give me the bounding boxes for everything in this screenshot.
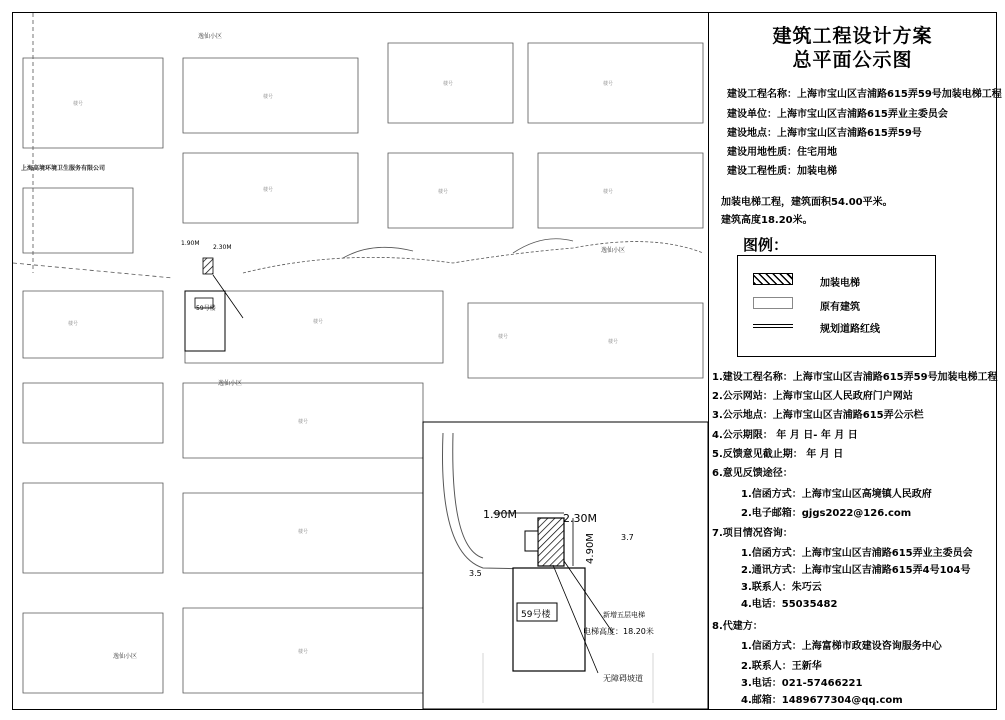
building-outline — [23, 613, 163, 693]
note-6: 6.意见反馈途径： — [712, 468, 793, 479]
building-outline — [538, 153, 703, 228]
building-outline — [23, 383, 163, 443]
community-label: 逸仙小区 — [601, 247, 626, 254]
svg-text:楼号: 楼号 — [298, 419, 309, 425]
note-7-3: 3.联系人：朱巧云 — [741, 582, 822, 593]
svg-text:楼号: 楼号 — [313, 319, 324, 325]
description-line2: 建筑高度18.20米。 — [721, 215, 813, 226]
building-outline — [528, 43, 703, 123]
dim-left: 1.90M — [483, 508, 517, 521]
note-7-1: 1.信函方式：上海市宝山区吉浦路615弄业主委员会 — [741, 548, 973, 559]
level-label: 3.7 — [621, 533, 634, 542]
legend-label: 加装电梯 — [820, 278, 860, 289]
note-7-4: 4.电话：55035482 — [741, 599, 838, 610]
svg-text:楼号: 楼号 — [73, 101, 84, 107]
note-6-1: 1.信函方式：上海市宝山区高境镇人民政府 — [741, 489, 932, 500]
legend-hatch-symbol — [753, 273, 793, 285]
legend-title: 图例： — [743, 236, 789, 254]
svg-text:楼号: 楼号 — [298, 529, 309, 535]
title-line2: 总平面公示图 — [792, 49, 913, 71]
building-outline — [185, 291, 443, 363]
note-4: 4.公示期限： 年 月 日- 年 月 日 — [712, 430, 858, 441]
legend-plain-symbol — [753, 297, 793, 309]
project-info-row: 建设工程名称：上海市宝山区吉浦路615弄59号加装电梯工程 — [727, 89, 1002, 100]
elevator-symbol-small — [203, 258, 213, 274]
building-outline — [23, 483, 163, 573]
dim-right-small: 2.30M — [213, 244, 232, 251]
note-6-2: 2.电子邮箱：gjgs2022@126.com — [741, 508, 912, 519]
note-7: 7.项目情况咨询： — [712, 528, 793, 539]
building-outline — [23, 291, 163, 358]
legend-label: 规划道路红线 — [820, 324, 880, 335]
dim-left-small: 1.90M — [181, 240, 200, 247]
building-outline — [388, 153, 513, 228]
legend-label: 原有建筑 — [820, 302, 860, 313]
note-8-3: 3.电话：021-57466221 — [741, 678, 863, 689]
note-5: 5.反馈意见截止期： 年 月 日 — [712, 449, 844, 460]
dim-vertical: 4.90M — [584, 533, 596, 564]
building-label: 59号楼 — [521, 610, 551, 620]
svg-text:楼号: 楼号 — [608, 339, 619, 345]
elevator-symbol-detail — [538, 518, 564, 566]
legend-road-symbol — [753, 324, 793, 328]
legend-box — [737, 255, 936, 357]
project-info-row: 建设用地性质：住宅用地 — [727, 147, 837, 158]
project-info-row: 建设单位：上海市宝山区吉浦路615弄业主委员会 — [727, 109, 948, 120]
company-label: 上海高境环境卫生服务有限公司 — [21, 165, 106, 172]
svg-text:楼号: 楼号 — [68, 321, 79, 327]
building-label-small: 59号楼 — [196, 305, 216, 312]
dim-right: 2.30M — [563, 512, 597, 525]
ramp-label: 无障碍坡道 — [603, 674, 643, 683]
svg-text:楼号: 楼号 — [298, 649, 309, 655]
note-1: 1.建设工程名称：上海市宝山区吉浦路615弄59号加装电梯工程 — [712, 372, 998, 383]
community-label: 逸仙小区 — [198, 33, 223, 40]
svg-text:楼号: 楼号 — [603, 81, 614, 87]
svg-text:楼号: 楼号 — [603, 189, 614, 195]
site-map — [13, 13, 708, 709]
level-label: 3.5 — [469, 569, 482, 578]
community-label: 逸仙小区 — [113, 653, 138, 660]
site-map-drawing — [13, 13, 708, 709]
note-7-2: 2.通讯方式：上海市宝山区吉浦路615弄4号104号 — [741, 565, 971, 576]
elevator-height-label: 电梯高度：18.20米 — [583, 627, 654, 636]
building-59-outline-small — [185, 291, 225, 351]
note-8-4: 4.邮箱：1489677304@qq.com — [741, 695, 903, 706]
note-2: 2.公示网站：上海市宝山区人民政府门户网站 — [712, 391, 913, 402]
building-outline — [23, 188, 133, 253]
description-line1: 加装电梯工程，建筑面积54.00平米。 — [721, 197, 893, 208]
note-3: 3.公示地点：上海市宝山区吉浦路615弄公示栏 — [712, 410, 924, 421]
note-8: 8.代建方： — [712, 621, 763, 632]
note-8-2: 2.联系人：王新华 — [741, 661, 822, 672]
new-elevator-label: 新增五层电梯 — [603, 611, 645, 619]
svg-text:楼号: 楼号 — [263, 187, 274, 193]
building-outline — [468, 303, 703, 378]
svg-text:楼号: 楼号 — [438, 189, 449, 195]
project-info-row: 建设地点：上海市宝山区吉浦路615弄59号 — [727, 128, 922, 139]
info-panel — [709, 13, 1002, 709]
project-info-row: 建设工程性质：加装电梯 — [727, 166, 837, 177]
title-line1: 建筑工程设计方案 — [772, 25, 933, 47]
community-label: 逸仙小区 — [218, 380, 243, 387]
svg-text:楼号: 楼号 — [263, 94, 274, 100]
svg-text:楼号: 楼号 — [443, 81, 454, 87]
svg-text:楼号: 楼号 — [498, 334, 509, 340]
note-8-1: 1.信函方式：上海富梯市政建设咨询服务中心 — [741, 641, 942, 652]
building-outline — [23, 58, 163, 148]
